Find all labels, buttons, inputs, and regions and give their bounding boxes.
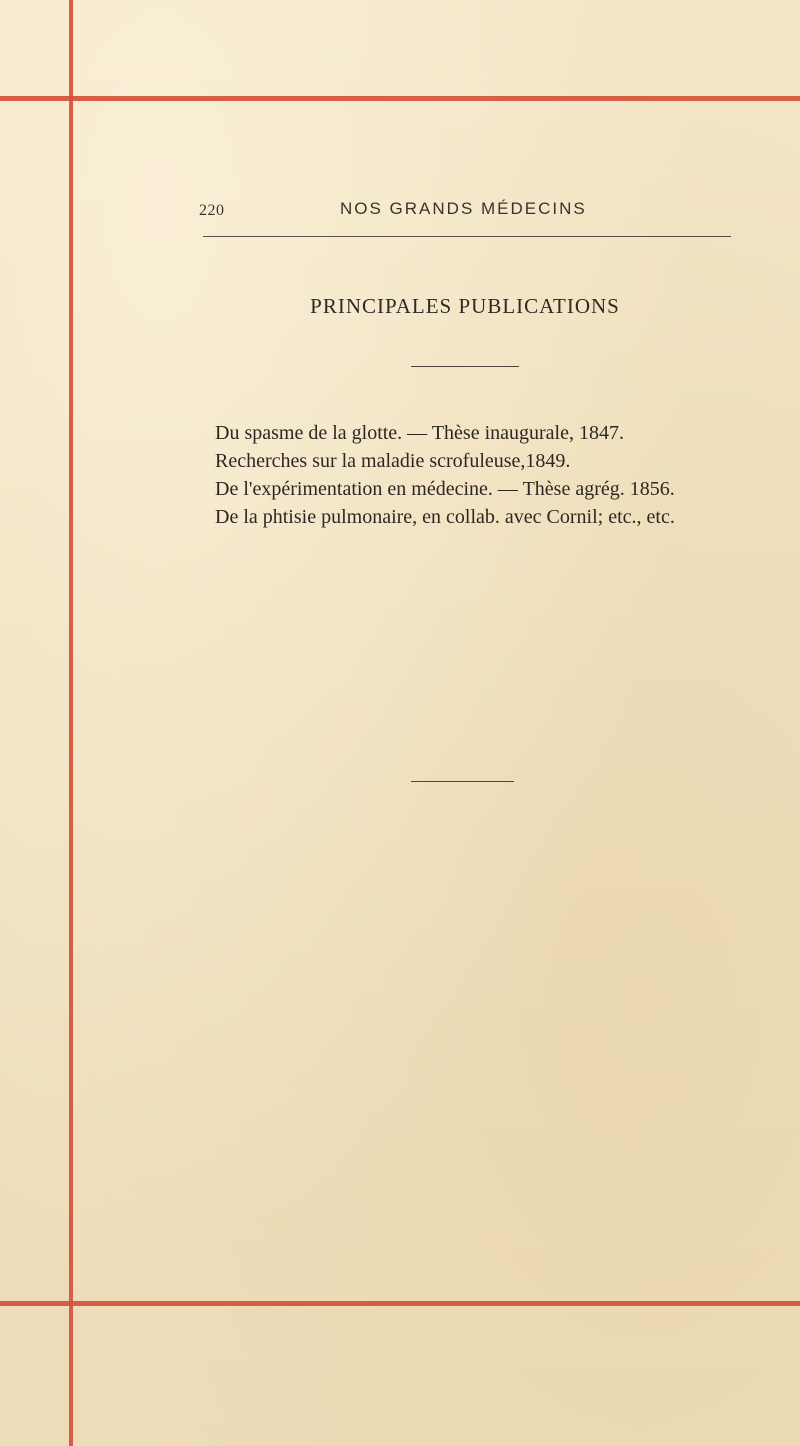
end-divider xyxy=(411,781,514,782)
publication-item: De l'expérimentation en médecine. — Thèse agrég. 1856. xyxy=(215,478,675,500)
publication-item: Du spasme de la glotte. — Thèse inaugurale, 1847. xyxy=(215,422,624,444)
page-number: 220 xyxy=(199,202,225,219)
margin-rule-top xyxy=(0,96,800,101)
margin-rule-bottom xyxy=(0,1301,800,1306)
title-divider xyxy=(411,366,519,367)
publication-item: De la phtisie pulmonaire, en collab. avec Cornil; etc., etc. xyxy=(215,506,675,528)
header-divider xyxy=(203,236,731,237)
publication-list xyxy=(215,419,735,531)
margin-rule-vertical xyxy=(69,0,73,1446)
publication-item: Recherches sur la maladie scrofuleuse,1849. xyxy=(215,450,571,472)
section-title: PRINCIPALES PUBLICATIONS xyxy=(310,294,620,318)
running-title: NOS GRANDS MÉDECINS xyxy=(340,199,587,218)
